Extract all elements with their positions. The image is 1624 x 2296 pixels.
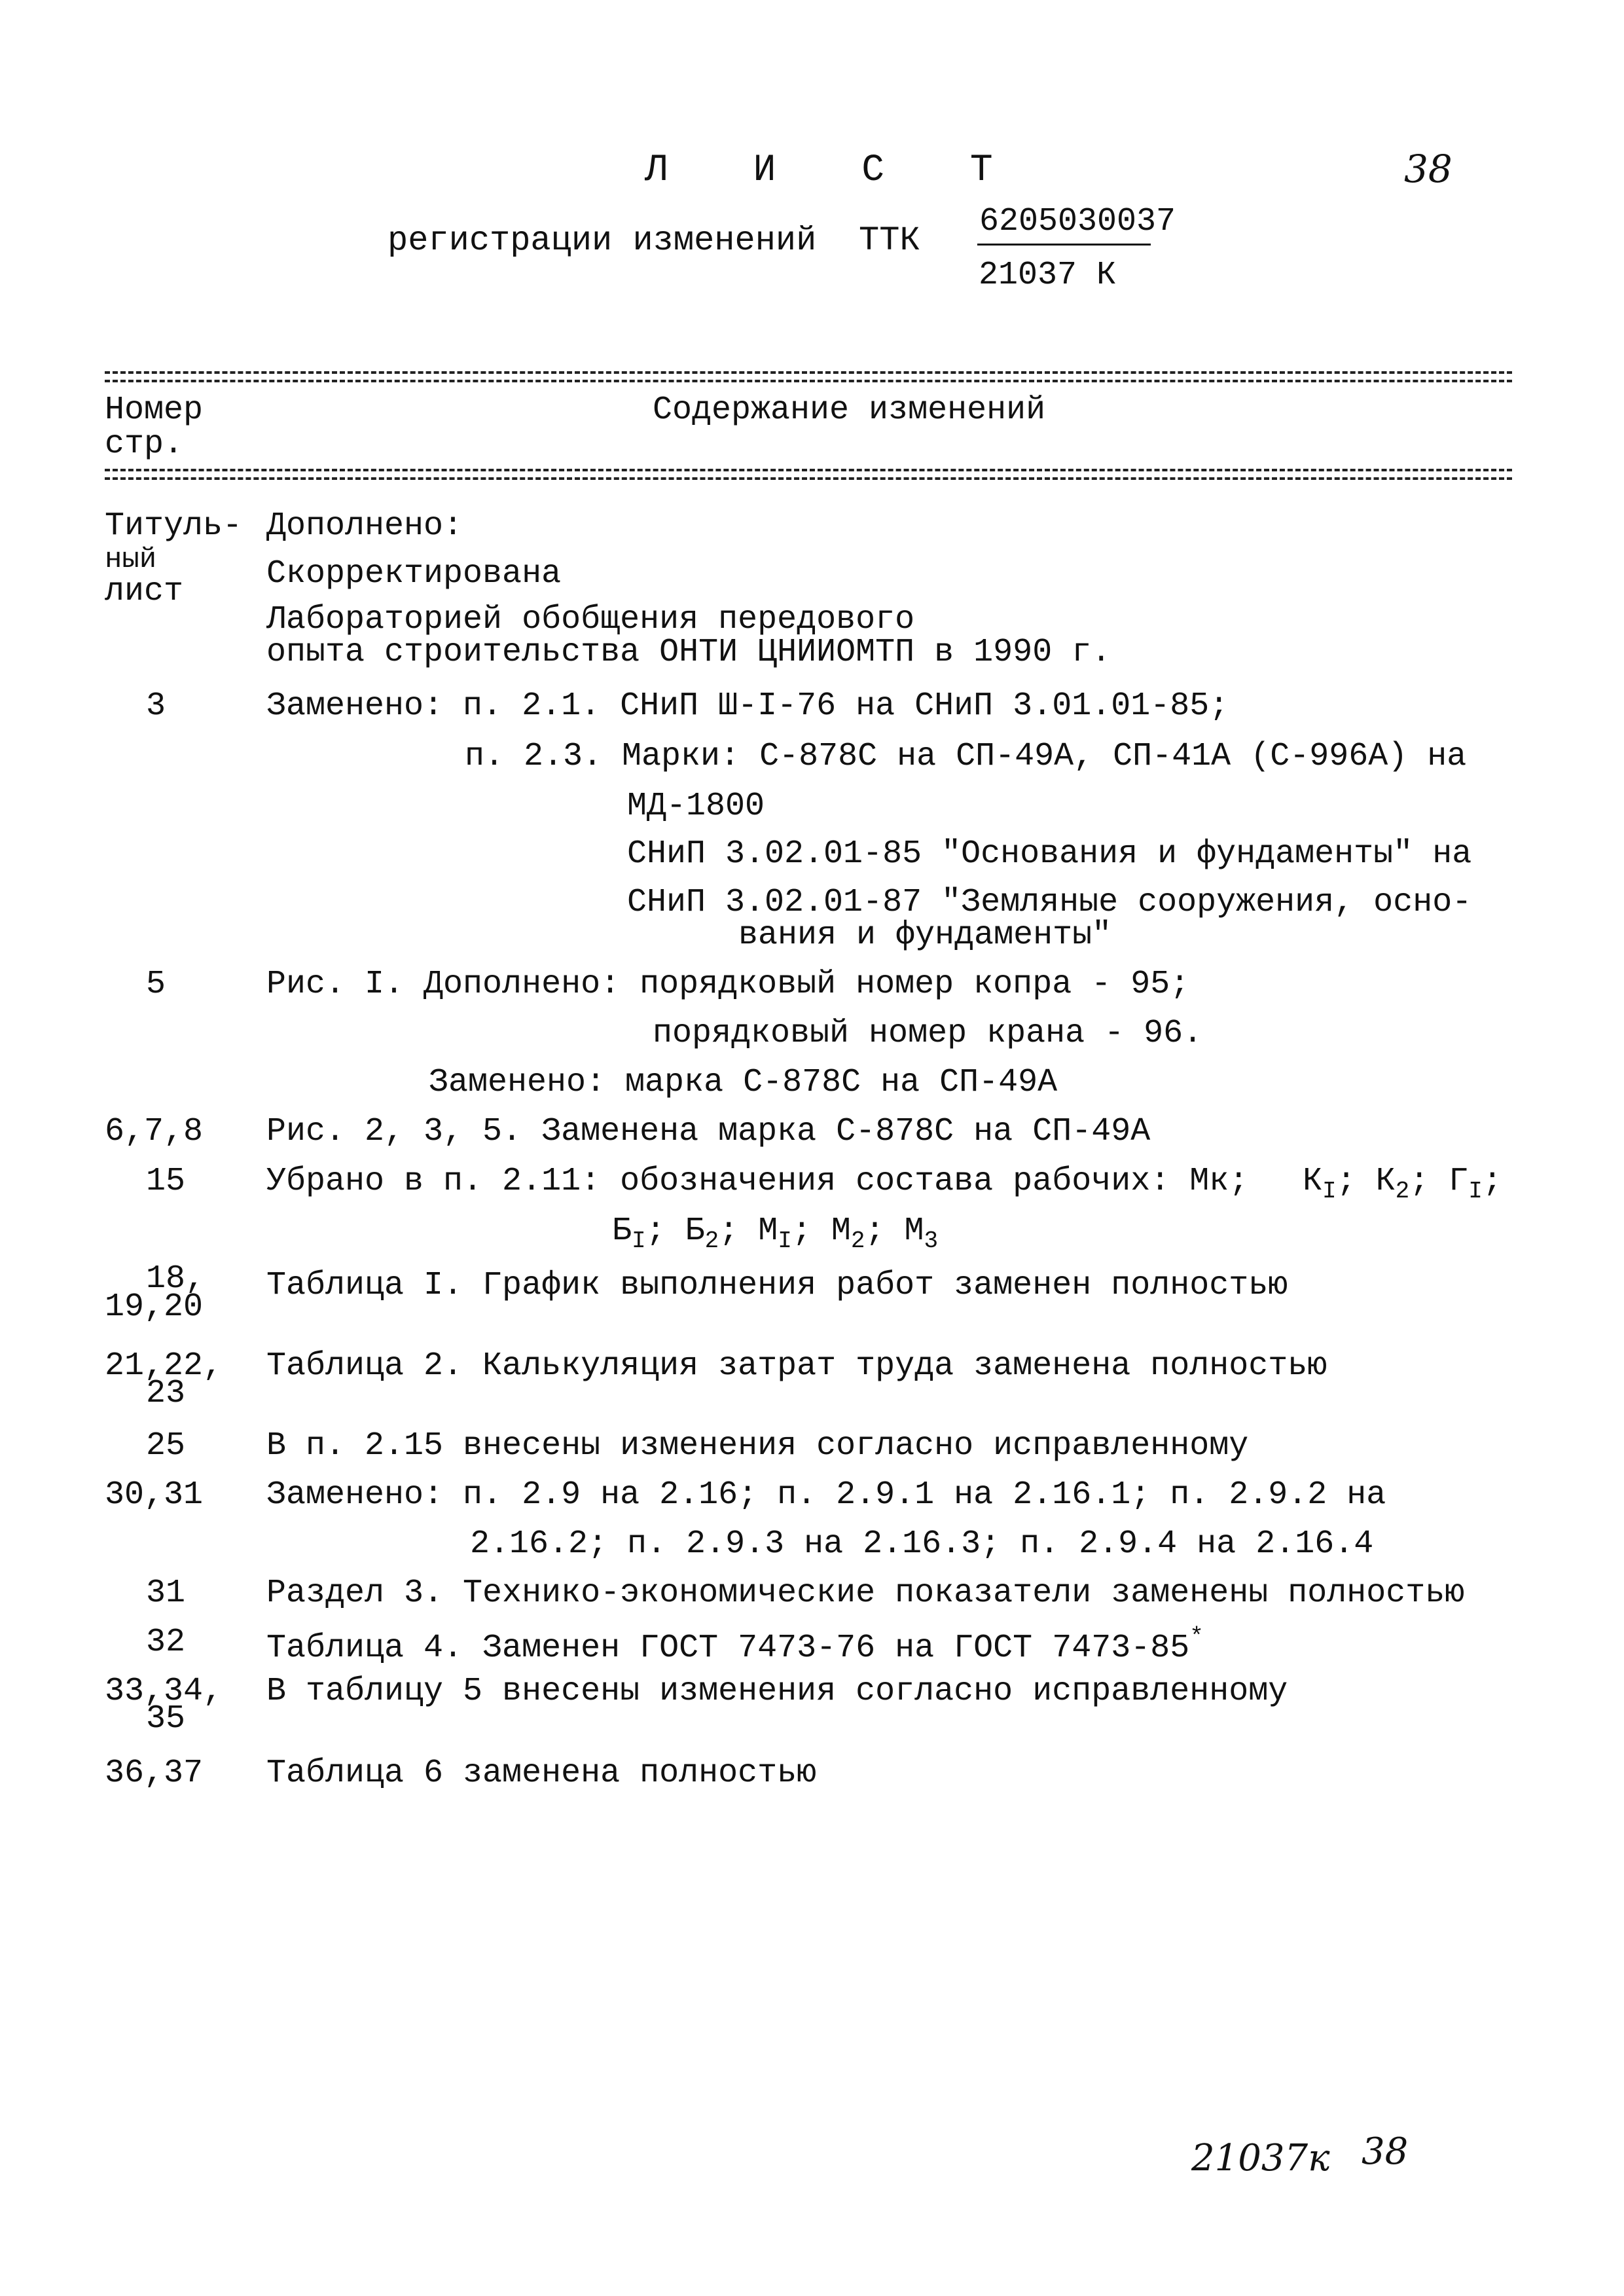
row-33-page-num-2: 35 bbox=[146, 1700, 186, 1738]
row-15-workers-line-2: $Б_I$; $Б_2$; $М_I$; $М_2$; $М_3$ bbox=[612, 1212, 939, 1254]
row-3-line-1: Заменено: п. 2.1. СНиП Ш-I-76 на СНиП 3.01.01-85; bbox=[266, 687, 1229, 725]
row-3-line-5: СНиП 3.02.01-87 "Земляные сооружения, осно- bbox=[627, 884, 1472, 921]
ttk-label: ТТК bbox=[859, 221, 920, 260]
ttk-denominator: 21037 К bbox=[979, 257, 1117, 294]
row-18-page-num-1: 18, bbox=[146, 1260, 206, 1298]
row-5-line-3: Заменено: марка С-878С на СП-49А bbox=[429, 1064, 1058, 1101]
row-18-line-1: Таблица I. График выполнения работ заменен полностью bbox=[266, 1267, 1288, 1304]
row-33-line-1: В таблицу 5 внесены изменения согласно исправленному bbox=[266, 1673, 1288, 1710]
row-5-line-1: Рис. I. Дополнено: порядковый номер копра - 95; bbox=[266, 966, 1190, 1003]
row-title-page-num-2: ный bbox=[105, 543, 157, 576]
header-rule-top-1 bbox=[105, 371, 1512, 374]
row-678-line-1: Рис. 2, 3, 5. Заменена марка С-878С на СП-49А bbox=[266, 1113, 1151, 1150]
row-3-line-3: МД-1800 bbox=[627, 788, 765, 825]
row-30-page-num: 30,31 bbox=[105, 1476, 204, 1514]
handwritten-footer-page: 38 bbox=[1362, 2130, 1409, 2173]
ttk-numerator: 6205030037 bbox=[979, 203, 1176, 240]
ttk-fraction-line bbox=[977, 244, 1151, 246]
header-rule-top-2 bbox=[105, 380, 1512, 382]
row-title-line-1: Дополнено: bbox=[266, 507, 463, 545]
row-15-workers-tail: $К_I$; $К_2$; $Г_I$; bbox=[1303, 1163, 1502, 1205]
handwritten-page-number: 38 bbox=[1404, 147, 1453, 191]
header-rule-bottom-2 bbox=[105, 477, 1512, 480]
column-header-page-line1: Номер bbox=[105, 392, 204, 429]
row-678-page-num: 6,7,8 bbox=[105, 1113, 204, 1150]
row-3-line-6: вания и фундаменты" bbox=[738, 917, 1112, 954]
row-32-line-1: Таблица 4. Заменен ГОСТ 7473-76 на ГОСТ 7473-85* bbox=[266, 1624, 1204, 1667]
row-30-line-2: 2.16.2; п. 2.9.3 на 2.16.3; п. 2.9.4 на 2.16.4 bbox=[470, 1525, 1374, 1563]
row-25-line-1: В п. 2.15 внесены изменения согласно исправленному bbox=[266, 1427, 1249, 1465]
row-5-line-2: порядковый номер крана - 96. bbox=[653, 1015, 1203, 1052]
row-32-page-num: 32 bbox=[146, 1624, 186, 1661]
row-33-page-num-1: 33,34, bbox=[105, 1673, 223, 1710]
row-title-line-4: опыта строительства ОНТИ ЦНИИОМТП в 1990 г. bbox=[266, 634, 1111, 671]
row-25-page-num: 25 bbox=[146, 1427, 186, 1465]
row-21-page-num-2: 23 bbox=[146, 1375, 186, 1412]
column-header-page-line2: стр. bbox=[105, 426, 184, 463]
row-3-page-num: 3 bbox=[146, 687, 166, 725]
row-15-page-num: 15 bbox=[146, 1163, 186, 1200]
row-3-line-4: СНиП 3.02.01-85 "Основания и фундаменты" на bbox=[627, 835, 1472, 873]
row-18-page-num-2: 19,20 bbox=[105, 1288, 204, 1326]
row-21-page-num-1: 21,22, bbox=[105, 1347, 223, 1385]
row-36-page-num: 36,37 bbox=[105, 1755, 204, 1792]
document-subtitle: регистрации изменений bbox=[388, 221, 817, 260]
row-3-line-2: п. 2.3. Марки: С-878С на СП-49А, СП-41А (С-996А) на bbox=[465, 738, 1467, 775]
row-36-line-1: Таблица 6 заменена полностью bbox=[266, 1755, 817, 1792]
column-header-content: Содержание изменений bbox=[653, 392, 1046, 429]
document-title: Л И С Т bbox=[645, 149, 1024, 192]
row-title-page-num-3: лист bbox=[105, 573, 184, 610]
row-title-page-num-1: Титуль- bbox=[105, 507, 243, 545]
row-title-line-3: Лабораторией обобщения передового bbox=[266, 601, 915, 638]
row-5-page-num: 5 bbox=[146, 966, 166, 1003]
row-title-line-2: Скорректирована bbox=[266, 555, 562, 592]
row-31-page-num: 31 bbox=[146, 1575, 186, 1612]
row-30-line-1: Заменено: п. 2.9 на 2.16; п. 2.9.1 на 2.16.1; п. 2.9.2 на bbox=[266, 1476, 1386, 1514]
header-rule-bottom-1 bbox=[105, 469, 1512, 471]
row-31-line-1: Раздел 3. Технико-экономические показатели заменены полностью bbox=[266, 1575, 1465, 1612]
row-21-line-1: Таблица 2. Калькуляция затрат труда заменена полностью bbox=[266, 1347, 1327, 1385]
handwritten-footer-code: 21037к bbox=[1191, 2137, 1330, 2179]
row-15-line-1: Убрано в п. 2.11: обозначения состава рабочих: Мк; bbox=[266, 1163, 1249, 1200]
